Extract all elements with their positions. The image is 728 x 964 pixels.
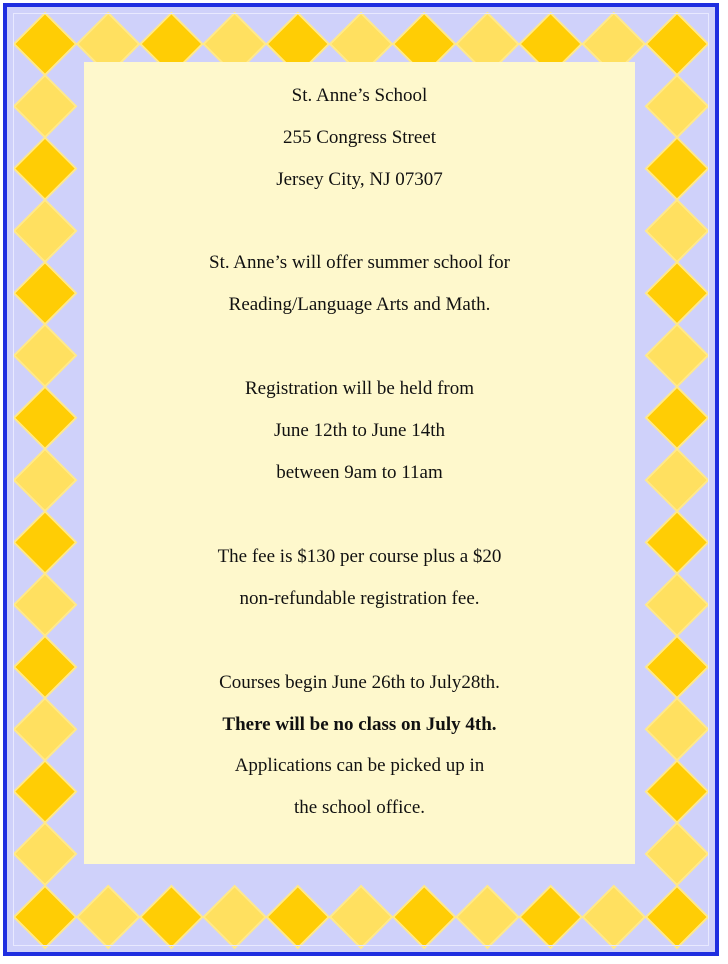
border-diamond: [14, 387, 76, 449]
border-diamond: [646, 823, 708, 885]
border-diamond: [330, 886, 392, 948]
registration-dates: June 12th to June 14th: [274, 420, 445, 441]
offer-line-1: St. Anne’s will offer summer school for: [209, 252, 510, 273]
border-diamond: [456, 886, 518, 948]
border-diamond: [14, 449, 76, 511]
border-diamond: [14, 325, 76, 387]
flyer-frame: [3, 3, 719, 956]
courses-dates: Courses begin June 26th to July28th.: [219, 672, 500, 693]
offer-line-2: Reading/Language Arts and Math.: [228, 294, 491, 315]
border-diamond: [14, 574, 76, 636]
border-diamond: [140, 886, 202, 948]
fee-line-2: non-refundable registration fee.: [239, 588, 480, 609]
border-diamond: [646, 698, 708, 760]
border-diamond: [14, 13, 76, 75]
border-diamond: [646, 138, 708, 200]
border-diamond: [646, 574, 708, 636]
border-diamond: [14, 511, 76, 573]
flyer-panel: [84, 62, 635, 864]
school-name: St. Anne’s School: [291, 85, 428, 106]
border-diamond: [14, 200, 76, 262]
registration-line-1: Registration will be held from: [244, 378, 474, 399]
no-class-notice: There will be no class on July 4th.: [222, 714, 497, 735]
border-diamond: [646, 387, 708, 449]
border-diamond: [393, 886, 455, 948]
registration-hours: between 9am to 11am: [276, 462, 443, 483]
border-diamond: [646, 761, 708, 823]
city-address: Jersey City, NJ 07307: [276, 169, 443, 190]
street-address: 255 Congress Street: [282, 127, 437, 148]
border-diamond: [583, 886, 645, 948]
border-diamond: [14, 75, 76, 137]
border-diamond: [646, 325, 708, 387]
border-diamond: [14, 761, 76, 823]
border-diamond: [646, 200, 708, 262]
border-diamond: [267, 886, 329, 948]
fee-line-1: The fee is $130 per course plus a $20: [217, 546, 502, 567]
border-diamond: [646, 262, 708, 324]
border-diamond: [646, 636, 708, 698]
applications-line-2: the school office.: [293, 797, 426, 818]
border-diamond: [520, 886, 582, 948]
border-diamond: [14, 823, 76, 885]
border-diamond: [14, 698, 76, 760]
border-diamond: [14, 138, 76, 200]
applications-line-1: Applications can be picked up in: [234, 755, 485, 776]
border-diamond: [646, 75, 708, 137]
border-diamond: [14, 262, 76, 324]
border-diamond: [204, 886, 266, 948]
border-diamond: [14, 636, 76, 698]
border-diamond: [646, 13, 708, 75]
border-diamond: [14, 886, 76, 948]
border-diamond: [646, 511, 708, 573]
border-diamond: [646, 449, 708, 511]
border-diamond: [77, 886, 139, 948]
border-diamond: [646, 886, 708, 948]
